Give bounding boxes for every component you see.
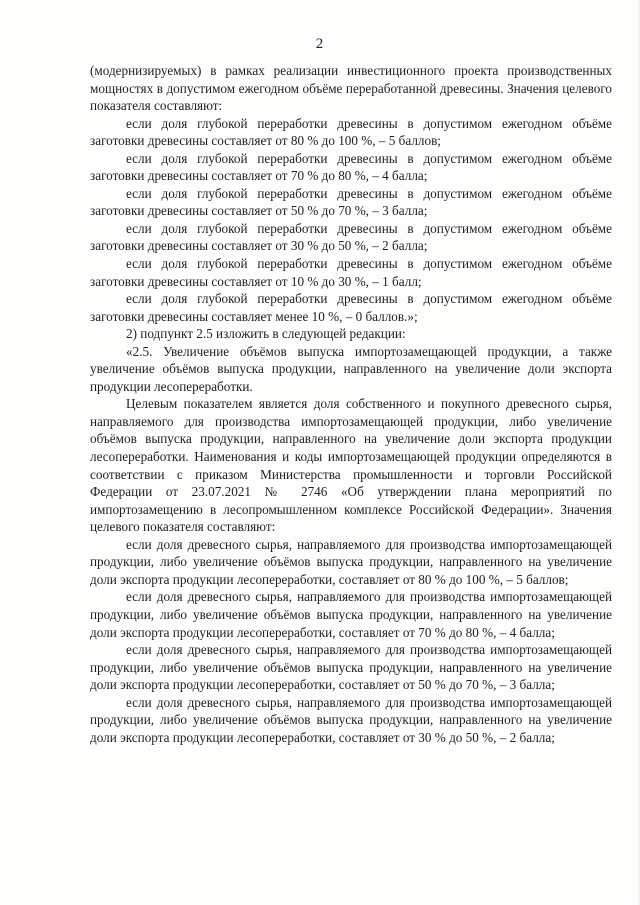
paragraph-import-score-3: если доля древесного сырья, направляемого для производства импортозамещающей продукции, либо увеличение объёмов выпуска продукции, направленного на увеличение доли экспорта продукции лесопереработки, составляет от 50 % до 70 %, – 3 балла; [90,642,612,693]
paragraph-target-indicator: Целевым показателем является доля собственного и покупного древесного сырья, направляемого для производства импортозамещающей продукции, либо увеличение объёмов выпуска продукции, направленного на увеличение доли экспорта продукции лесопереработки. Наименования и коды импортозамещающей продукции определяются в соответствии с приказом Министерства промышленности и торговли Российской Федерации от 23.07.2021 № 2746 «Об утверждении плана мероприятий по импортозамещению в лесопромышленном комплексе Российской Федерации». Значения целевого показателя составляют: [90,396,612,535]
paragraph-score-5: если доля глубокой переработки древесины в допустимом ежегодном объёме заготовки древесины составляет от 80 % до 100 %, – 5 баллов; [90,115,612,149]
paragraph-score-0: если доля глубокой переработки древесины в допустимом ежегодном объёме заготовки древесины составляет менее 10 %, – 0 баллов.»; [90,291,612,324]
paragraph-import-score-4: если доля древесного сырья, направляемого для производства импортозамещающей продукции, либо увеличение объёмов выпуска продукции, направленного на увеличение доли экспорта продукции лесопереработки, составляет от 70 % до 80 %, – 4 балла; [90,589,612,640]
paragraph-score-2: если доля глубокой переработки древесины в допустимом ежегодном объёме заготовки древесины составляет от 30 % до 50 %, – 2 балла; [90,220,612,254]
page-number: 2 [315,36,325,52]
paragraph-score-4: если доля глубокой переработки древесины в допустимом ежегодном объёме заготовки древесины составляет от 70 % до 80 %, – 4 балла; [90,150,612,184]
paragraph-intro: (модернизируемых) в рамках реализации инвестиционного проекта производственных мощностях в допустимом ежегодном объёме переработанной древесины. Значения целевого показателя составляют: [90,63,612,114]
paragraph-score-3: если доля глубокой переработки древесины в допустимом ежегодном объёме заготовки древесины составляет от 50 % до 70 %, – 3 балла; [90,185,612,219]
document-body [90,62,612,746]
paragraph-score-1: если доля глубокой переработки древесины в допустимом ежегодном объёме заготовки древесины составляет от 10 % до 30 %, – 1 балл; [90,256,612,289]
paragraph-subpoint-2-5-heading: «2.5. Увеличение объёмов выпуска импортозамещающей продукции, а также увеличение объёмов выпуска продукции, направленного на увеличение доли экспорта продукции лесопереработки. [90,343,612,394]
paragraph-import-score-5: если доля древесного сырья, направляемого для производства импортозамещающей продукции, либо увеличение объёмов выпуска продукции, направленного на увеличение доли экспорта продукции лесопереработки, составляет от 80 % до 100 %, – 5 баллов; [90,536,612,587]
paragraph-subpoint-instruction: 2) подпункт 2.5 изложить в следующей редакции: [126,326,406,342]
paragraph-import-score-2: если доля древесного сырья, направляемого для производства импортозамещающей продукции, либо увеличение объёмов выпуска продукции, направленного на увеличение доли экспорта продукции лесопереработки, составляет от 30 % до 50 %, – 2 балла; [90,694,612,745]
